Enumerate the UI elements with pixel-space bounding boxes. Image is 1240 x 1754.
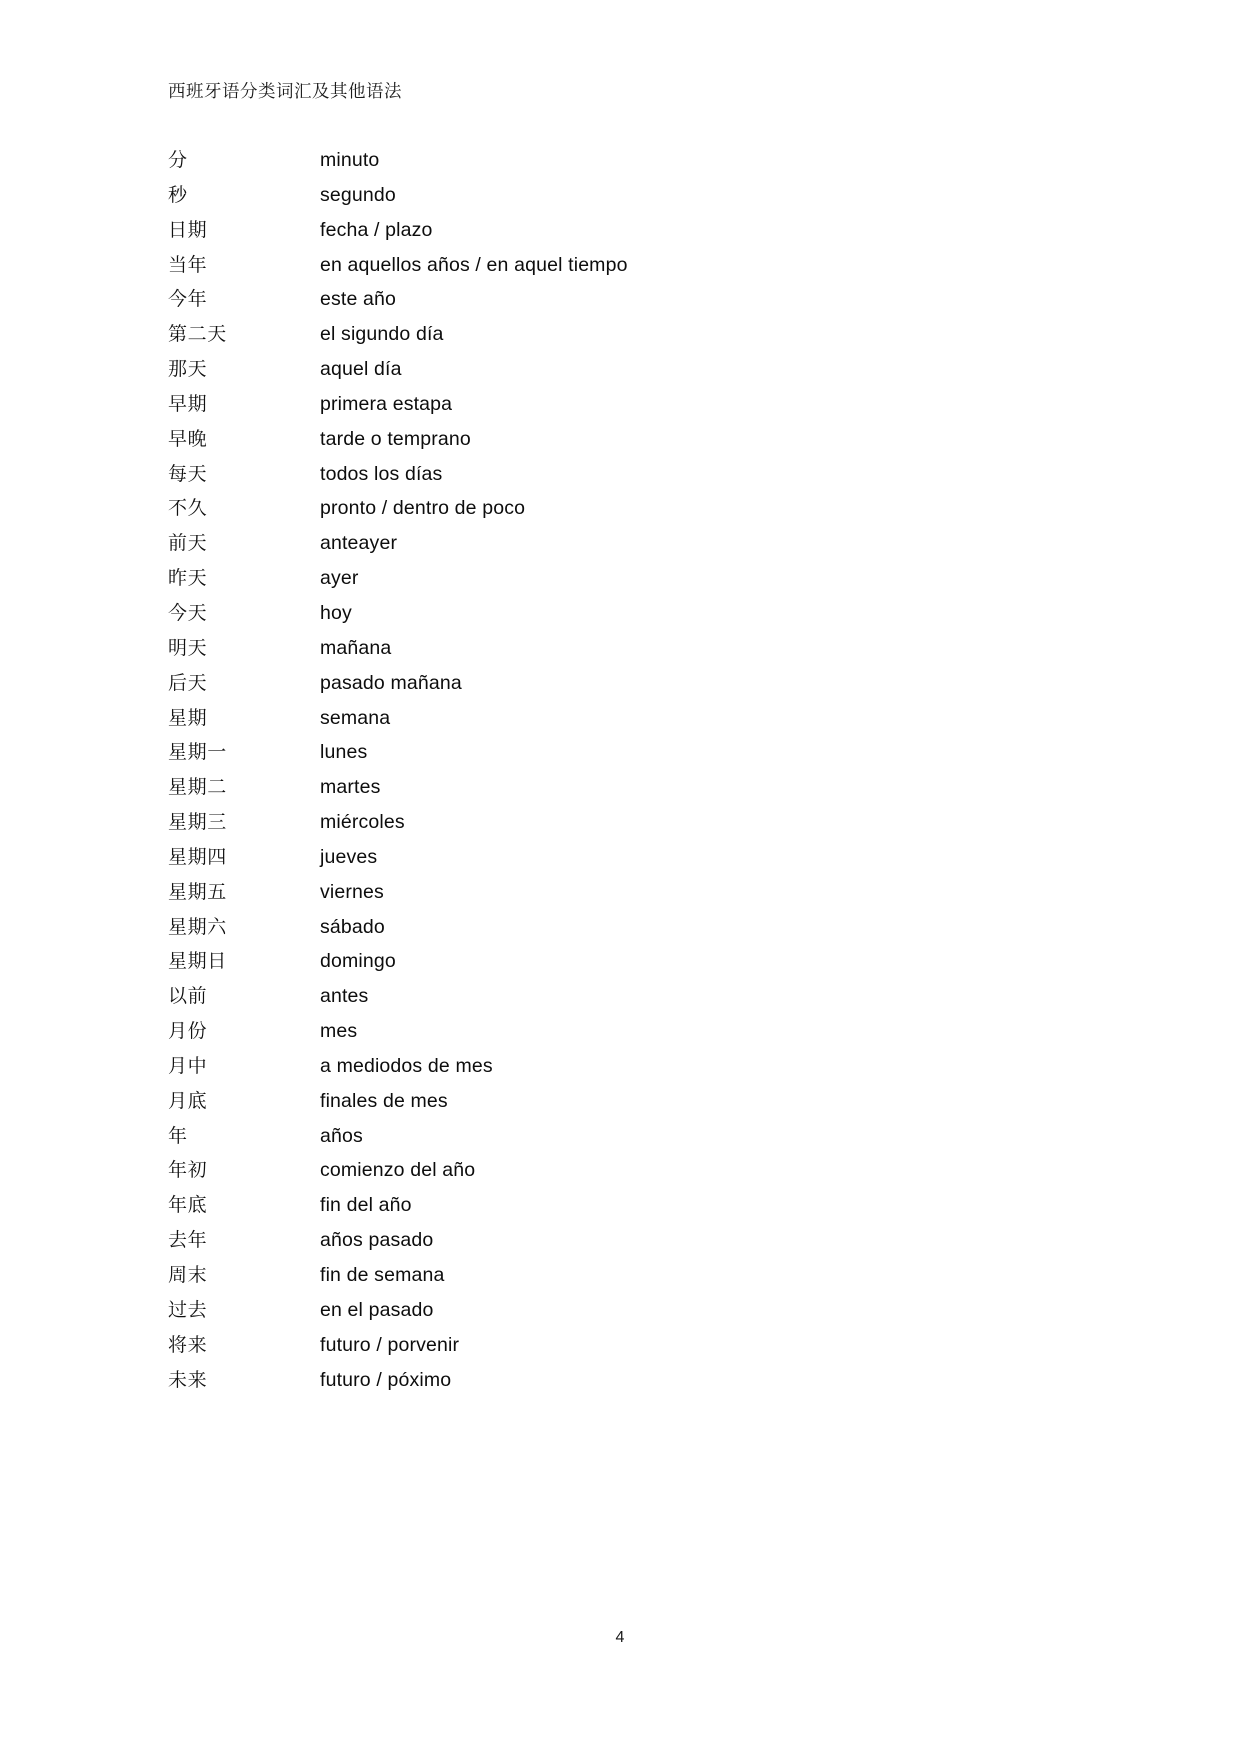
- chinese-term: 秒: [168, 184, 188, 206]
- chinese-term: 未来: [168, 1369, 208, 1391]
- chinese-term: 昨天: [168, 568, 208, 590]
- chinese-term: 今年: [168, 289, 208, 311]
- chinese-term: 星期三: [168, 812, 227, 834]
- vocabulary-row: [168, 1153, 1068, 1188]
- spanish-translation: anteayer: [320, 532, 398, 555]
- vocabulary-row: [168, 143, 1068, 178]
- vocabulary-row: [168, 248, 1068, 283]
- vocabulary-row: [168, 1188, 1068, 1223]
- chinese-term: 以前: [168, 986, 208, 1008]
- vocabulary-row: [168, 1363, 1068, 1398]
- spanish-translation: primera estapa: [320, 392, 453, 415]
- chinese-term: 日期: [168, 219, 208, 241]
- spanish-translation: en aquellos años / en aquel tiempo: [320, 253, 628, 276]
- page-number: 4: [615, 1629, 625, 1646]
- chinese-term: 明天: [168, 637, 208, 659]
- vocabulary-row: [168, 596, 1068, 631]
- spanish-translation: a mediodos de mes: [320, 1054, 493, 1077]
- vocabulary-row: [168, 944, 1068, 979]
- spanish-translation: antes: [320, 985, 369, 1008]
- chinese-term: 每天: [168, 463, 208, 485]
- chinese-term: 过去: [168, 1299, 208, 1321]
- spanish-translation: minuto: [320, 149, 380, 171]
- spanish-translation: domingo: [320, 950, 396, 973]
- document-header-title: 西班牙语分类词汇及其他语法: [168, 81, 402, 101]
- spanish-translation: lunes: [320, 741, 368, 764]
- spanish-translation: finales de mes: [320, 1089, 448, 1112]
- spanish-translation: mes: [320, 1020, 358, 1043]
- vocabulary-row: [168, 875, 1068, 910]
- chinese-term: 分: [168, 150, 188, 171]
- spanish-translation: en el pasado: [320, 1298, 434, 1321]
- vocabulary-row: [168, 526, 1068, 561]
- chinese-term: 年: [168, 1125, 188, 1147]
- spanish-translation: futuro / póximo: [320, 1368, 452, 1391]
- vocabulary-row: [168, 561, 1068, 596]
- chinese-term: 去年: [168, 1230, 208, 1252]
- spanish-translation: comienzo del año: [320, 1159, 476, 1182]
- vocabulary-row: [168, 178, 1068, 213]
- chinese-term: 年底: [168, 1195, 208, 1217]
- chinese-term: 星期六: [168, 916, 227, 938]
- chinese-term: 当年: [168, 254, 208, 276]
- vocabulary-row: [168, 1014, 1068, 1049]
- vocabulary-row: [168, 1049, 1068, 1084]
- chinese-term: 第二天: [168, 324, 227, 346]
- vocabulary-row: [168, 491, 1068, 526]
- vocabulary-row: [168, 1293, 1068, 1328]
- vocabulary-row: [168, 1258, 1068, 1293]
- spanish-translation: martes: [320, 776, 381, 799]
- vocabulary-row: [168, 910, 1068, 945]
- vocabulary-row: [168, 387, 1068, 422]
- spanish-translation: futuro / porvenir: [320, 1333, 460, 1356]
- spanish-translation: este año: [320, 288, 397, 311]
- spanish-translation: sábado: [320, 915, 385, 938]
- chinese-term: 前天: [168, 533, 208, 555]
- spanish-translation: hoy: [320, 601, 352, 624]
- vocabulary-row: [168, 317, 1068, 352]
- vocabulary-row: [168, 1223, 1068, 1258]
- spanish-translation: pasado mañana: [320, 671, 462, 694]
- vocabulary-row: [168, 1328, 1068, 1363]
- chinese-term: 早期: [168, 393, 208, 415]
- chinese-term: 今天: [168, 602, 208, 624]
- chinese-term: 月份: [168, 1021, 208, 1043]
- spanish-translation: viernes: [320, 880, 384, 903]
- vocabulary-row: [168, 701, 1068, 736]
- vocabulary-row: [168, 666, 1068, 701]
- chinese-term: 那天: [168, 359, 208, 381]
- spanish-translation: semana: [320, 706, 391, 729]
- chinese-term: 星期一: [168, 742, 227, 764]
- chinese-term: 年初: [168, 1160, 208, 1182]
- spanish-translation: fecha / plazo: [320, 218, 433, 241]
- vocabulary-row: [168, 457, 1068, 492]
- chinese-term: 后天: [168, 672, 208, 694]
- chinese-term: 月中: [168, 1055, 208, 1077]
- spanish-translation: miércoles: [320, 811, 405, 834]
- vocabulary-row: [168, 1119, 1068, 1154]
- vocabulary-row: [168, 805, 1068, 840]
- spanish-translation: todos los días: [320, 462, 443, 485]
- chinese-term: 将来: [168, 1334, 208, 1356]
- chinese-term: 不久: [168, 498, 208, 520]
- spanish-translation: el sigundo día: [320, 323, 444, 346]
- spanish-translation: aquel día: [320, 358, 402, 381]
- chinese-term: 月底: [168, 1090, 208, 1112]
- spanish-translation: fin del año: [320, 1194, 412, 1217]
- vocabulary-row: [168, 213, 1068, 248]
- chinese-term: 星期五: [168, 881, 227, 903]
- chinese-term: 周末: [168, 1265, 208, 1286]
- vocabulary-row: [168, 1084, 1068, 1119]
- vocabulary-row: [168, 352, 1068, 387]
- vocabulary-row: [168, 770, 1068, 805]
- chinese-term: 星期二: [168, 777, 227, 799]
- vocabulary-row: [168, 282, 1068, 317]
- spanish-translation: mañana: [320, 636, 392, 659]
- vocabulary-list: [168, 143, 1068, 1397]
- spanish-translation: pronto / dentro de poco: [320, 497, 526, 520]
- spanish-translation: años: [320, 1124, 363, 1147]
- spanish-translation: tarde o temprano: [320, 427, 471, 450]
- spanish-translation: segundo: [320, 183, 396, 206]
- spanish-translation: jueves: [320, 845, 378, 868]
- spanish-translation: años pasado: [320, 1229, 434, 1252]
- vocabulary-row: [168, 422, 1068, 457]
- chinese-term: 早晚: [168, 428, 208, 450]
- spanish-translation: ayer: [320, 567, 359, 590]
- chinese-term: 星期四: [168, 846, 227, 868]
- vocabulary-row: [168, 631, 1068, 666]
- chinese-term: 星期: [168, 707, 208, 729]
- vocabulary-row: [168, 735, 1068, 770]
- chinese-term: 星期日: [168, 951, 227, 973]
- vocabulary-row: [168, 840, 1068, 875]
- vocabulary-row: [168, 979, 1068, 1014]
- spanish-translation: fin de semana: [320, 1264, 445, 1286]
